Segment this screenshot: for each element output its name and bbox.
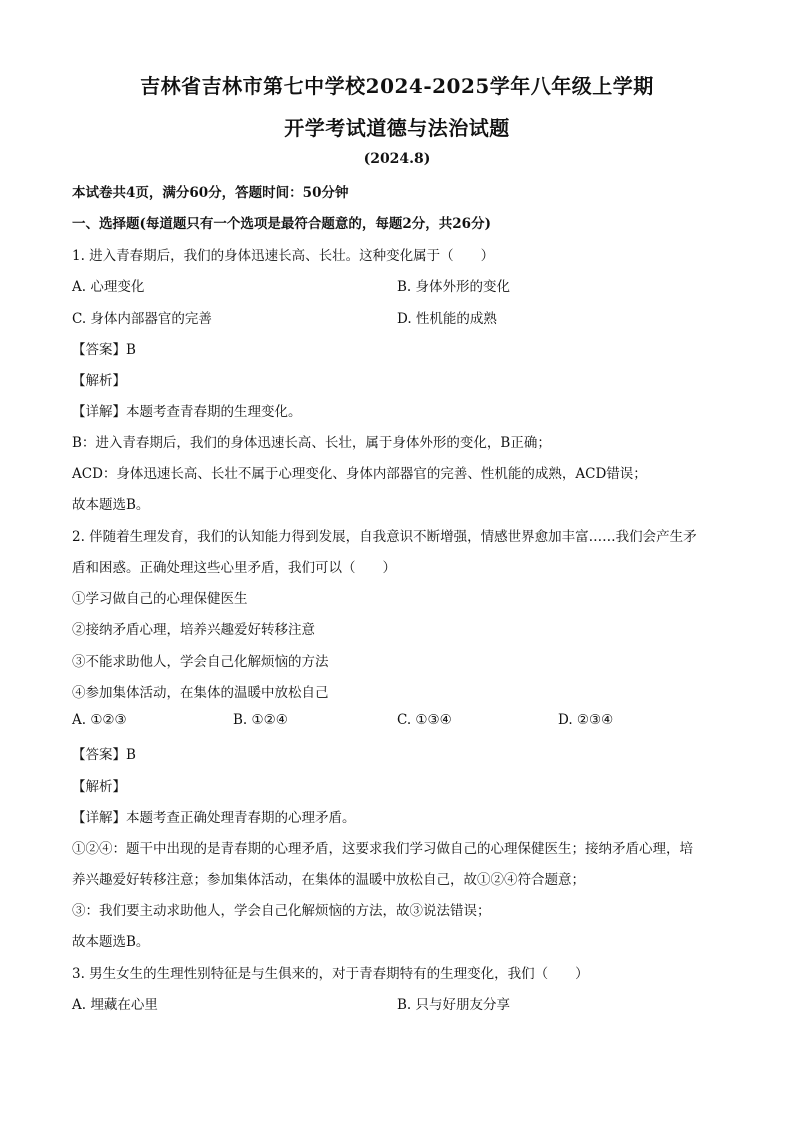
q1-explanation-line: ACD：身体迅速长高、长壮不属于心理变化、身体内部器官的完善、性机能的成熟，ACD错误；: [72, 466, 647, 482]
q1-option-a: A. 心理变化: [72, 279, 145, 295]
exam-info: 本试卷共4页，满分60分，答题时间：50分钟: [72, 185, 349, 201]
q1-analysis: 【解析】: [72, 373, 126, 389]
q2-explanation-line: 养兴趣爱好转移注意；参加集体活动，在集体的温暖中放松自己，故①②④符合题意；: [72, 872, 585, 888]
q2-answer: 【答案】B: [72, 747, 136, 763]
q3-stem: 3. 男生女生的生理性别特征是与生俱来的，对于青春期特有的生理变化，我们（ ）: [72, 966, 589, 982]
q2-option-a: A. ①②③: [72, 712, 127, 728]
q1-explanation-line: 故本题选B。: [72, 497, 150, 513]
q3-option-b: B. 只与好朋友分享: [397, 997, 511, 1013]
q1-option-b: B. 身体外形的变化: [397, 279, 511, 295]
q1-option-d: D. 性机能的成熟: [397, 311, 497, 327]
section-heading: 一、选择题(每道题只有一个选项是最符合题意的，每题2分，共26分): [72, 216, 491, 232]
q2-explanation-line: ③：我们要主动求助他人，学会自己化解烦恼的方法，故③说法错误；: [72, 903, 491, 919]
q2-analysis: 【解析】: [72, 779, 126, 795]
q2-item: ②接纳矛盾心理，培养兴趣爱好转移注意: [72, 622, 315, 638]
q2-stem-line: 2. 伴随着生理发育，我们的认知能力得到发展，自我意识不断增强，情感世界愈加丰富……我们会产生矛: [72, 529, 697, 545]
q2-explanation-line: ①②④：题干中出现的是青春期的心理矛盾，这要求我们学习做自己的心理保健医生；接纳矛盾心理，培: [72, 841, 693, 857]
q2-option-c: C. ①③④: [397, 712, 452, 728]
page-title: 吉林省吉林市第七中学校2024-2025学年八年级上学期: [140, 74, 654, 98]
q1-answer: 【答案】B: [72, 342, 136, 358]
q2-item: ③不能求助他人，学会自己化解烦恼的方法: [72, 654, 329, 670]
q2-item: ①学习做自己的心理保健医生: [72, 591, 248, 607]
q1-explanation-line: B：进入青春期后，我们的身体迅速长高、长壮，属于身体外形的变化，B正确；: [72, 435, 551, 451]
exam-date: (2024.8): [363, 151, 431, 167]
q2-detail: 【详解】本题考查正确处理青春期的心理矛盾。: [72, 810, 356, 826]
q2-option-b: B. ①②④: [233, 712, 288, 728]
page-subtitle: 开学考试道德与法治试题: [284, 116, 510, 140]
q2-item: ④参加集体活动，在集体的温暖中放松自己: [72, 685, 329, 701]
q3-option-a: A. 埋藏在心里: [72, 997, 158, 1013]
q1-option-c: C. 身体内部器官的完善: [72, 311, 212, 327]
q2-stem-line: 盾和困惑。正确处理这些心里矛盾，我们可以（ ）: [72, 560, 396, 576]
q2-explanation-line: 故本题选B。: [72, 934, 150, 950]
q1-stem: 1. 进入青春期后，我们的身体迅速长高、长壮。这种变化属于（ ）: [72, 248, 495, 264]
q2-option-d: D. ②③④: [558, 712, 614, 728]
q1-detail: 【详解】本题考查青春期的生理变化。: [72, 404, 302, 420]
